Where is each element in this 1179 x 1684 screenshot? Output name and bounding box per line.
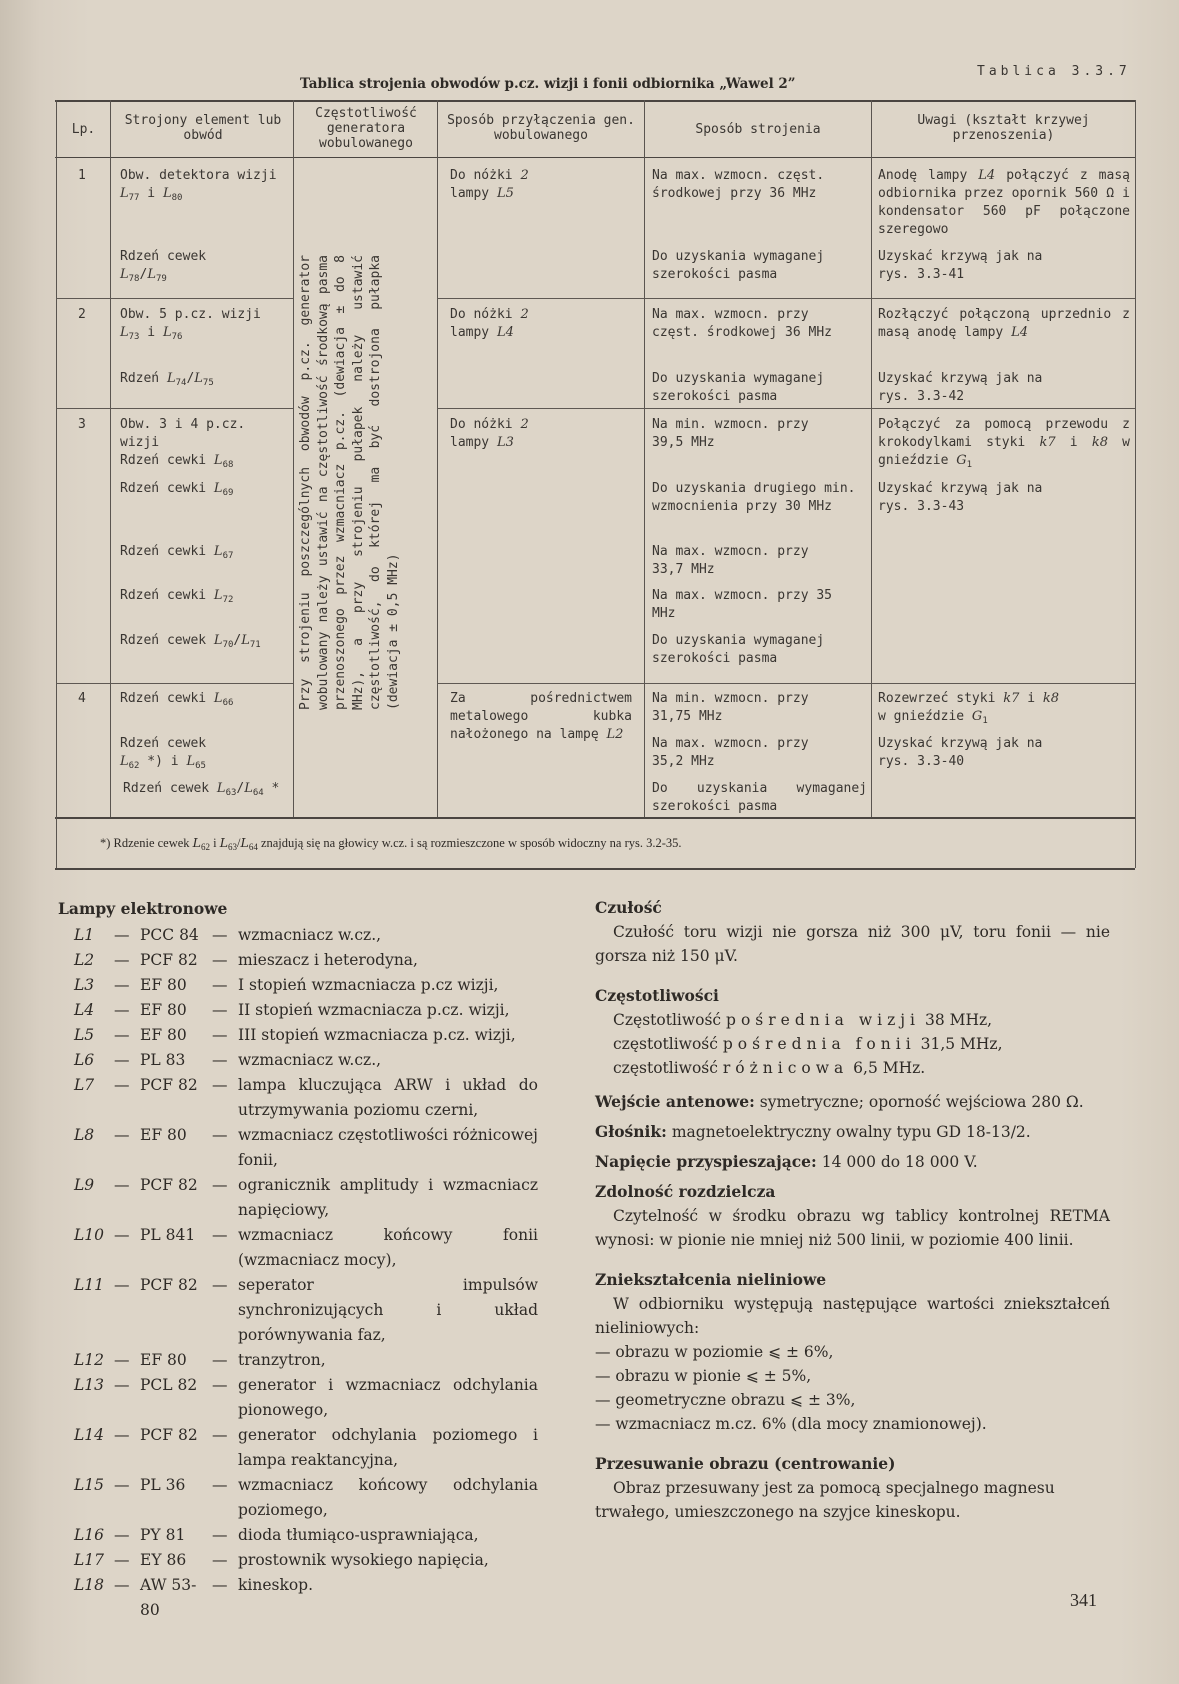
lamp-description: seperator impulsów synchronizujących i układ porównywania faz, <box>238 1276 538 1344</box>
row-sep-1a <box>56 298 293 299</box>
row-3-method-2: Do uzyskania drugiego min. wzmocnienia przy 30 MHz <box>652 481 856 514</box>
lamp-item <box>58 1173 538 1223</box>
lamp-description: lampa kluczująca ARW i układ do utrzymywania poziomu czerni, <box>238 1076 538 1119</box>
dash: — <box>212 1001 228 1019</box>
dash: — <box>114 1376 130 1394</box>
row-1-method-2: Do uzyskania wymaganej szerokości pasma <box>652 249 825 282</box>
lamp-type: PCF 82 <box>140 1426 198 1444</box>
row-4-notes-1: Rozewrzeć styki k7 i k8 w gnieździe $G_1$ <box>878 691 1060 726</box>
lamp-item <box>58 1473 538 1523</box>
dash: — <box>114 1226 130 1244</box>
lamp-id: L13 <box>74 1376 105 1394</box>
dash: — <box>114 1026 130 1044</box>
row-sep-2b <box>437 408 1135 409</box>
lamp-description: generator i wzmacniacz odchylania pionowego, <box>238 1376 538 1419</box>
lamp-type: PL 83 <box>140 1051 186 1069</box>
lamp-description: wzmacniacz końcowy fonii (wzmacniacz mocy), <box>238 1226 538 1269</box>
dash: — <box>114 976 130 994</box>
table-top-rule <box>55 100 1135 102</box>
row-sep-2a <box>56 408 293 409</box>
distortion-intro: W odbiorniku występują następujące wartości zniekształceń nieliniowych: <box>595 1295 1110 1337</box>
row-4-method-2: Na max. wzmocn. przy 35,2 MHz <box>652 736 809 769</box>
row-3-lp: 3 <box>78 417 86 432</box>
row-3-element-1: Obw. 3 i 4 p.cz. wizji Rdzeń cewki $L_{68}$ <box>120 417 246 470</box>
lamp-id: L17 <box>74 1551 105 1569</box>
row-1-element-2: Rdzeń cewek $L_{78}/L_{79}$ <box>120 249 207 284</box>
lamp-description: wzmacniacz w.cz., <box>238 1051 382 1069</box>
dash: — <box>114 951 130 969</box>
lamp-item <box>58 1048 538 1073</box>
row-4-connection: Za pośrednictwem metalowego kubka nałożonego na lampę L2 <box>450 691 632 742</box>
lamp-type: PCC 84 <box>140 926 199 944</box>
row-2-element-1: Obw. 5 p.cz. wizji $L_{73}$ i $L_{76}$ <box>120 307 261 342</box>
lamp-id: L11 <box>74 1276 105 1294</box>
sensitivity-heading: Czułość <box>595 898 662 917</box>
dash: — <box>212 1126 228 1144</box>
row-4-element-2: Rdzeń cewek $L_{62}$ *) i $L_{65}$ <box>120 736 207 771</box>
lamp-id: L12 <box>74 1351 105 1369</box>
row-3-method-5: Do uzyskania wymaganej szerokości pasma <box>652 633 825 666</box>
dash: — <box>114 1276 130 1294</box>
frequency-line-3: częstotliwość różnicowa 6,5 MHz. <box>613 1059 926 1077</box>
resolution-heading: Zdolność rozdzielcza <box>595 1182 776 1201</box>
lamp-type: PCF 82 <box>140 1076 198 1094</box>
dash: — <box>114 1176 130 1194</box>
page-number: 341 <box>1070 1590 1097 1610</box>
frequency-note: Przy strojeniu poszczególnych obwodów p.cz. generator wobulowany należy ustawić na częstotliwość środkową pasma przenoszonego przez wzmacniacz p.cz. (dewiacja ± do 8 MHz), a przy strojeniu pułapek należy ustawić częstotliwość, do której ma być dostrojona pułapka (dewiacja ± 0,5 MHz) <box>298 255 401 710</box>
lamp-id: L9 <box>74 1176 95 1194</box>
distortion-item-4: — wzmacniacz m.cz. 6% (dla mocy znamionowej). <box>595 1415 987 1433</box>
row-1-notes-2: Uzyskać krzywą jak na rys. 3.3-41 <box>878 249 1043 282</box>
row-4-notes-2: Uzyskać krzywą jak na rys. 3.3-40 <box>878 736 1043 769</box>
lamp-type: AW 53-80 <box>140 1576 197 1619</box>
lamp-item <box>58 998 538 1023</box>
row-3-element-4: Rdzeń cewki $L_{72}$ <box>120 588 234 605</box>
header-lp: Lp. <box>71 122 96 137</box>
lamp-id: L7 <box>74 1076 95 1094</box>
dash: — <box>114 1076 130 1094</box>
lamp-id: L15 <box>74 1476 105 1494</box>
dash: — <box>212 1276 228 1294</box>
lamp-description: kineskop. <box>238 1576 314 1594</box>
distortion-item-3: — geometryczne obrazu ⩽ ± 3%, <box>595 1391 856 1409</box>
dash: — <box>212 976 228 994</box>
dash: — <box>114 1476 130 1494</box>
centering-text: Obraz przesuwany jest za pomocą specjalnego magnesu trwałego, umieszczonego na szyjce kineskopu. <box>595 1479 1055 1521</box>
row-3-notes-1: Połączyć za pomocą przewodu z krokodylkami styki k7 i k8 w gnieździe $G_1$ <box>878 417 1131 470</box>
table-footnote: *) Rdzenie cewek $L_{62}$ i $L_{63}/L_{64}$ znajdują się na głowicy w.cz. i są rozmieszczone w sposób widoczny na rys. 3.2-35. <box>100 835 682 852</box>
lamp-description: wzmacniacz częstotliwości różnicowej fonii, <box>238 1126 538 1169</box>
dash: — <box>114 1351 130 1369</box>
row-3-element-5: Rdzeń cewek $L_{70}/L_{71}$ <box>120 633 261 650</box>
dash: — <box>212 1476 228 1494</box>
specs-section <box>595 896 1110 1524</box>
lamp-description: tranzytron, <box>238 1351 326 1369</box>
row-3-element-2: Rdzeń cewki $L_{69}$ <box>120 481 234 498</box>
dash: — <box>212 1226 228 1244</box>
col-rule-3 <box>437 100 438 817</box>
row-4-element-1: Rdzeń cewki $L_{66}$ <box>120 691 234 708</box>
lamp-item <box>58 1348 538 1373</box>
table-bottom-rule <box>55 868 1135 870</box>
speaker: Głośnik: magnetoelektryczny owalny typu GD 18-13/2. <box>595 1122 1031 1141</box>
lamps-heading: Lampy elektronowe <box>58 899 228 918</box>
distortion-item-1: — obrazu w poziomie ⩽ ± 6%, <box>595 1343 834 1361</box>
row-3-notes-2: Uzyskać krzywą jak na rys. 3.3-43 <box>878 481 1043 514</box>
centering-heading: Przesuwanie obrazu (centrowanie) <box>595 1454 896 1473</box>
lamp-type: PCF 82 <box>140 1176 198 1194</box>
row-sep-1b <box>437 298 1135 299</box>
frequencies-heading: Częstotliwości <box>595 986 719 1005</box>
lamp-item <box>58 1373 538 1423</box>
lamp-type: EF 80 <box>140 1026 187 1044</box>
lamp-item <box>58 1273 538 1348</box>
dash: — <box>114 926 130 944</box>
lamp-id: L16 <box>74 1526 105 1544</box>
lamp-id: L4 <box>74 1001 95 1019</box>
lamp-item <box>58 1423 538 1473</box>
dash: — <box>212 1376 228 1394</box>
col-rule-1 <box>110 100 111 817</box>
lamp-description: prostownik wysokiego napięcia, <box>238 1551 489 1569</box>
dash: — <box>212 1176 228 1194</box>
lamp-type: EF 80 <box>140 1001 187 1019</box>
row-4-lp: 4 <box>78 691 86 706</box>
row-1-method-1: Na max. wzmocn. częst. środkowej przy 36 MHz <box>652 168 825 201</box>
dash: — <box>114 1551 130 1569</box>
antenna-input: Wejście antenowe: symetryczne; oporność wejściowa 280 Ω. <box>595 1092 1084 1111</box>
lamp-id: L10 <box>74 1226 105 1244</box>
table-number-label: Tablica 3.3.7 <box>977 64 1131 79</box>
col-rule-4 <box>644 100 645 817</box>
row-2-method-2: Do uzyskania wymaganej szerokości pasma <box>652 371 825 404</box>
dash: — <box>212 1576 228 1594</box>
dash: — <box>212 926 228 944</box>
dash: — <box>212 1076 228 1094</box>
col-rule-left <box>56 100 57 868</box>
sensitivity-text: Czułość toru wizji nie gorsza niż 300 μV, toru fonii — nie gorsza niż 150 μV. <box>595 923 1110 965</box>
header-element: Strojony element lub obwód <box>124 113 282 143</box>
lamp-id: L14 <box>74 1426 105 1444</box>
row-3-method-1: Na min. wzmocn. przy 39,5 MHz <box>652 417 809 450</box>
row-4-element-3: Rdzeń cewek $L_{63}/L_{64}$ * <box>123 781 280 798</box>
row-2-notes-1: Rozłączyć połączoną uprzednio z masą anodę lampy L4 <box>878 307 1130 340</box>
lamp-type: PCF 82 <box>140 951 198 969</box>
lamp-type: PY 81 <box>140 1526 186 1544</box>
lamp-description: II stopień wzmacniacza p.cz. wizji, <box>238 1001 510 1019</box>
lamp-type: EF 80 <box>140 976 187 994</box>
row-3-method-4: Na max. wzmocn. przy 35 MHz <box>652 588 833 621</box>
row-3-element-3: Rdzeń cewki $L_{67}$ <box>120 544 234 561</box>
row-3-connection: Do nóżki 2 lampy L3 <box>450 417 529 450</box>
dash: — <box>212 1526 228 1544</box>
lamp-id: L3 <box>74 976 95 994</box>
lamp-item <box>58 948 538 973</box>
lamp-id: L1 <box>74 926 95 944</box>
lamp-id: L8 <box>74 1126 95 1144</box>
dash: — <box>114 1426 130 1444</box>
lamp-item <box>58 1123 538 1173</box>
dash: — <box>114 1526 130 1544</box>
lamp-type: EY 86 <box>140 1551 187 1569</box>
distortion-heading: Zniekształcenia nieliniowe <box>595 1270 827 1289</box>
lamp-description: ogranicznik amplitudy i wzmacniacz napięciowy, <box>238 1176 538 1219</box>
distortion-item-2: — obrazu w pionie ⩽ ± 5%, <box>595 1367 812 1385</box>
accelerating-voltage: Napięcie przyspieszające: 14 000 do 18 000 V. <box>595 1152 978 1171</box>
lamp-id: L18 <box>74 1576 105 1594</box>
col-rule-2 <box>293 100 294 817</box>
row-3-method-3: Na max. wzmocn. przy 33,7 MHz <box>652 544 809 577</box>
lamp-item <box>58 1023 538 1048</box>
dash: — <box>114 1051 130 1069</box>
lamp-type: PL 36 <box>140 1476 186 1494</box>
dash: — <box>212 1051 228 1069</box>
frequency-note-cell <box>297 255 417 710</box>
row-2-element-2: Rdzeń $L_{74}/L_{75}$ <box>120 371 214 388</box>
col-rule-right <box>1135 100 1136 868</box>
row-4-method-3: Do uzyskania wymaganej szerokości pasma <box>652 781 867 814</box>
lamp-id: L6 <box>74 1051 95 1069</box>
dash: — <box>212 1426 228 1444</box>
frequency-line-1: Częstotliwość pośrednia wizji 38 MHz, <box>613 1011 993 1029</box>
lamps-section <box>58 896 538 1623</box>
header-method: Sposób strojenia <box>695 122 821 137</box>
row-2-lp: 2 <box>78 307 86 322</box>
dash: — <box>212 1551 228 1569</box>
resolution-text: Czytelność w środku obrazu wg tablicy kontrolnej RETMA wynosi: w pionie nie mniej niż 500 linii, w poziomie 400 linii. <box>595 1207 1110 1249</box>
row-1-element-1: Obw. detektora wizji $L_{77}$ i $L_{80}$ <box>120 168 277 203</box>
lamp-description: dioda tłumiąco-usprawniająca, <box>238 1526 479 1544</box>
lamp-type: EF 80 <box>140 1126 187 1144</box>
lamp-description: III stopień wzmacniacza p.cz. wizji, <box>238 1026 516 1044</box>
lamp-id: L2 <box>74 951 95 969</box>
lamp-description: generator odchylania poziomego i lampa reaktancyjna, <box>238 1426 538 1469</box>
lamp-item <box>58 1548 538 1573</box>
lamp-item <box>58 1573 538 1623</box>
dash: — <box>114 1126 130 1144</box>
row-1-notes-1: Anodę lampy L4 połączyć z masą odbiornika przez opornik 560 Ω i kondensator 560 pF połączone szeregowo <box>878 168 1130 237</box>
col-rule-5 <box>871 100 872 817</box>
lamp-description: I stopień wzmacniacza p.cz wizji, <box>238 976 499 994</box>
dash: — <box>114 1001 130 1019</box>
row-1-lp: 1 <box>78 168 86 183</box>
header-connection: Sposób przyłączenia gen. wobulowanego <box>447 113 635 143</box>
header-notes: Uwagi (kształt krzywej przenoszenia) <box>917 113 1090 143</box>
lamps-list <box>58 923 538 1623</box>
header-frequency: Częstotliwość generatora wobulowanego <box>315 106 417 151</box>
dash: — <box>114 1576 130 1594</box>
row-2-method-1: Na max. wzmocn. przy częst. środkowej 36 MHz <box>652 307 833 340</box>
lamp-item <box>58 1523 538 1548</box>
dash: — <box>212 1026 228 1044</box>
lamp-id: L5 <box>74 1026 95 1044</box>
row-4-method-1: Na min. wzmocn. przy 31,75 MHz <box>652 691 809 724</box>
lamp-type: PL 841 <box>140 1226 196 1244</box>
lamp-item <box>58 923 538 948</box>
row-sep-3a <box>56 683 293 684</box>
header-bottom-rule <box>55 157 1135 158</box>
lamp-item <box>58 1223 538 1273</box>
frequency-line-2: częstotliwość pośrednia fonii 31,5 MHz, <box>613 1035 1003 1053</box>
lamp-item <box>58 973 538 998</box>
lamp-description: mieszacz i heterodyna, <box>238 951 418 969</box>
row-2-notes-2: Uzyskać krzywą jak na rys. 3.3-42 <box>878 371 1043 404</box>
lamp-type: PCF 82 <box>140 1276 198 1294</box>
row-1-connection: Do nóżki 2 lampy L5 <box>450 168 529 201</box>
dash: — <box>212 1351 228 1369</box>
table-body-bottom-rule <box>55 817 1135 819</box>
lamp-description: wzmacniacz końcowy odchylania poziomego, <box>238 1476 538 1519</box>
lamp-item <box>58 1073 538 1123</box>
dash: — <box>212 951 228 969</box>
table-title: Tablica strojenia obwodów p.cz. wizji i fonii odbiornika „Wawel 2” <box>300 76 796 92</box>
lamp-description: wzmacniacz w.cz., <box>238 926 382 944</box>
lamp-type: PCL 82 <box>140 1376 198 1394</box>
lamp-type: EF 80 <box>140 1351 187 1369</box>
row-2-connection: Do nóżki 2 lampy L4 <box>450 307 529 340</box>
row-sep-3b <box>437 683 1135 684</box>
